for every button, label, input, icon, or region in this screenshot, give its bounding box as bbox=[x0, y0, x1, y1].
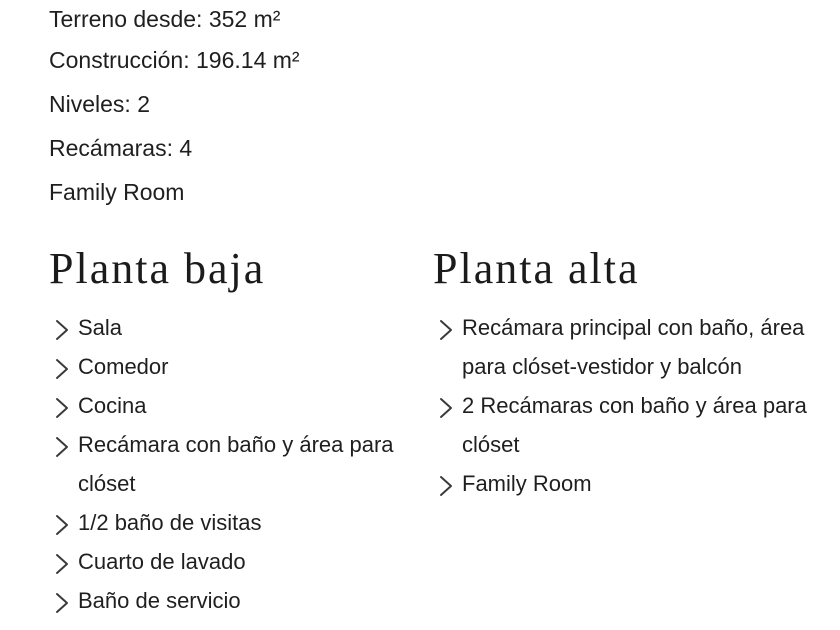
spec-terreno-label: Terreno desde: bbox=[49, 6, 203, 32]
list-item bbox=[433, 464, 823, 503]
list-item-text: Cuarto de lavado bbox=[78, 549, 246, 574]
spec-family-room-label: Family Room bbox=[49, 179, 185, 205]
chevron-right-icon bbox=[52, 552, 72, 576]
list-item-text: 2 Recámaras con baño y área para clóset bbox=[462, 393, 807, 457]
chevron-right-icon bbox=[52, 396, 72, 420]
spec-recamaras-label: Recámaras: bbox=[49, 135, 173, 161]
spec-terreno-value: 352 m² bbox=[208, 6, 281, 32]
chevron-right-icon bbox=[52, 357, 72, 381]
planta-alta-list bbox=[433, 308, 823, 503]
planta-baja-section bbox=[49, 238, 419, 620]
list-item bbox=[49, 347, 419, 386]
spec-niveles-value: 2 bbox=[137, 91, 150, 117]
chevron-right-icon bbox=[436, 318, 456, 342]
list-item-text: Family Room bbox=[462, 471, 592, 496]
list-item-text: Comedor bbox=[78, 354, 169, 379]
list-item bbox=[49, 581, 419, 620]
list-item bbox=[49, 503, 419, 542]
planta-baja-list bbox=[49, 308, 419, 620]
planta-alta-title: Planta alta bbox=[433, 244, 640, 293]
list-item bbox=[433, 386, 823, 464]
spec-family-room bbox=[49, 170, 649, 214]
spec-terreno bbox=[49, 0, 649, 38]
chevron-right-icon bbox=[52, 591, 72, 615]
spec-construccion bbox=[49, 38, 649, 82]
planta-alta-section bbox=[433, 238, 823, 503]
list-item-text: Sala bbox=[78, 315, 123, 340]
chevron-right-icon bbox=[436, 396, 456, 420]
spec-niveles-label: Niveles: bbox=[49, 91, 131, 117]
property-specs bbox=[49, 0, 649, 214]
chevron-right-icon bbox=[52, 318, 72, 342]
list-item-text: Baño de servicio bbox=[78, 588, 241, 613]
list-item bbox=[49, 386, 419, 425]
spec-construccion-label: Construcción: bbox=[49, 47, 190, 73]
chevron-right-icon bbox=[52, 513, 72, 537]
list-item bbox=[49, 542, 419, 581]
chevron-right-icon bbox=[52, 435, 72, 459]
list-item bbox=[49, 308, 419, 347]
chevron-right-icon bbox=[436, 474, 456, 498]
spec-recamaras-value: 4 bbox=[179, 135, 193, 161]
list-item-text: 1/2 baño de visitas bbox=[78, 510, 262, 535]
list-item-text: Recámara principal con baño, área para clóset-vestidor y balcón bbox=[462, 315, 805, 379]
list-item-text: Recámara con baño y área para clóset bbox=[78, 432, 394, 496]
spec-niveles bbox=[49, 82, 649, 126]
list-item bbox=[433, 308, 823, 386]
list-item bbox=[49, 425, 419, 503]
planta-baja-title: Planta baja bbox=[49, 244, 266, 293]
spec-construccion-value: 196.14 m² bbox=[196, 47, 300, 73]
list-item-text: Cocina bbox=[78, 393, 147, 418]
spec-recamaras bbox=[49, 126, 649, 170]
